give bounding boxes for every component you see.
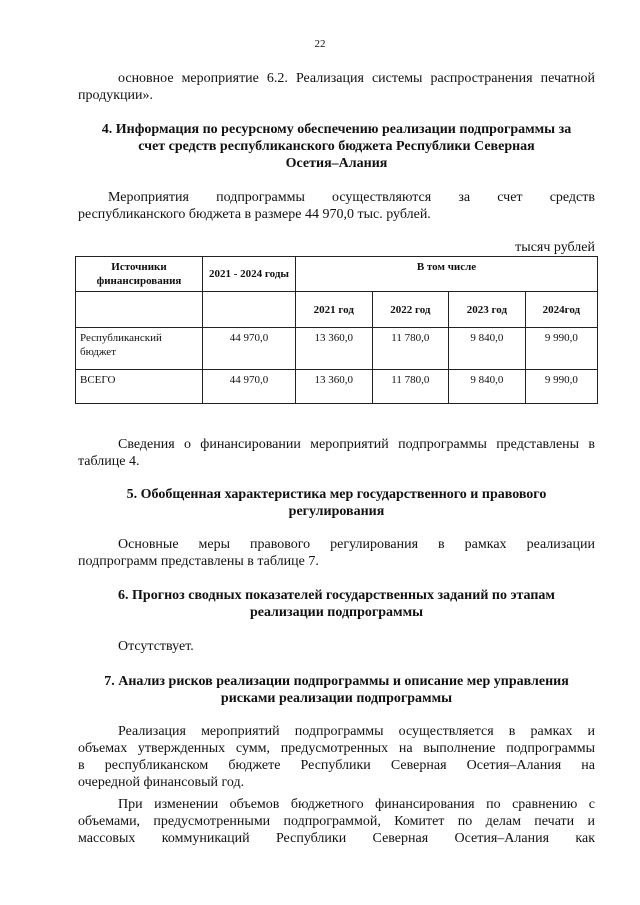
- header-year: 2023 год: [449, 292, 526, 328]
- row-year-value: 9 990,0: [525, 370, 597, 404]
- row-year-value: 11 780,0: [372, 370, 449, 404]
- table-header-row: [76, 257, 598, 292]
- section-4-paragraph-line-2: республиканского бюджета в размере 44 970,0 тыс. рублей.: [78, 207, 431, 222]
- row-year-value: 9 840,0: [449, 328, 526, 370]
- section-4-heading-line-3: Осетия–Алания: [285, 156, 388, 171]
- section-7-heading-line-1: 7. Анализ рисков реализации подпрограммы и описание мер управления: [104, 674, 569, 689]
- intro-line-1: основное мероприятие 6.2. Реализация системы распространения печатной: [118, 71, 595, 86]
- section-5-heading-line-1: 5. Обобщенная характеристика мер государственного и правового: [126, 487, 547, 502]
- header-including: В том числе: [296, 257, 598, 292]
- section-7-para-1-line-2: объемах утвержденных сумм, предусмотренных на выполнение подпрограммы: [78, 741, 595, 756]
- section-5-paragraph-line-2: подпрограмм представлены в таблице 7.: [78, 554, 319, 569]
- section-5-paragraph-line-1: Основные меры правового регулирования в рамках реализации: [118, 537, 595, 552]
- section-7-para-2-line-2: объемами, предусмотренными подпрограммой, Комитет по делам печати и: [78, 814, 595, 829]
- row-year-value: 11 780,0: [372, 328, 449, 370]
- row-total: 44 970,0: [203, 370, 296, 404]
- section-7-heading-line-2: рисками реализации подпрограммы: [220, 691, 453, 706]
- table-row: [76, 328, 598, 370]
- row-source: Республиканский бюджет: [76, 328, 203, 370]
- section-6-heading-line-2: реализации подпрограммы: [249, 605, 424, 620]
- section-7-para-1-line-4: очередной финансовый год.: [78, 775, 245, 790]
- section-7-para-2-line-3: массовых коммуникаций Республики Северная Осетия–Алания как: [78, 831, 595, 846]
- table-year-header-row: [76, 292, 598, 328]
- row-year-value: 13 360,0: [296, 370, 373, 404]
- section-7-para-1-line-1: Реализация мероприятий подпрограммы осуществляется в рамках и: [118, 724, 595, 739]
- after-table-line-1: Сведения о финансировании мероприятий подпрограммы представлены в: [118, 437, 595, 452]
- section-7-para-2-line-1: При изменении объемов бюджетного финансирования по сравнению с: [118, 797, 595, 812]
- section-6-heading-line-1: 6. Прогноз сводных показателей государственных заданий по этапам: [118, 588, 555, 603]
- row-year-value: 9 990,0: [525, 328, 597, 370]
- empty-cell: [203, 292, 296, 328]
- table-unit-label: тысяч рублей: [515, 240, 595, 255]
- header-year: 2021 год: [296, 292, 373, 328]
- header-year: 2022 год: [372, 292, 449, 328]
- section-7-para-1-line-3: в республиканском бюджете Республики Северная Осетия–Алания на: [78, 758, 595, 773]
- after-table-line-2: таблице 4.: [78, 454, 140, 469]
- financing-table: [75, 256, 598, 404]
- header-period: 2021 - 2024 годы: [203, 257, 296, 292]
- page-number: 22: [314, 38, 326, 50]
- row-year-value: 9 840,0: [449, 370, 526, 404]
- section-4-heading-line-2: счет средств республиканского бюджета Республики Северная: [138, 139, 535, 154]
- section-6-paragraph: Отсутствует.: [118, 639, 194, 654]
- row-total: 44 970,0: [203, 328, 296, 370]
- section-5-heading-line-2: регулирования: [288, 504, 385, 519]
- table-row: [76, 370, 598, 404]
- header-source: Источники финансирования: [76, 257, 203, 292]
- section-4-heading-line-1: 4. Информация по ресурсному обеспечению реализации подпрограммы за: [101, 122, 572, 137]
- header-year: 2024год: [525, 292, 597, 328]
- section-4-paragraph-line-1: Мероприятия подпрограммы осуществляются за счет средств: [108, 190, 595, 205]
- row-source: ВСЕГО: [76, 370, 203, 404]
- intro-line-2: продукции».: [78, 88, 153, 103]
- empty-cell: [76, 292, 203, 328]
- row-year-value: 13 360,0: [296, 328, 373, 370]
